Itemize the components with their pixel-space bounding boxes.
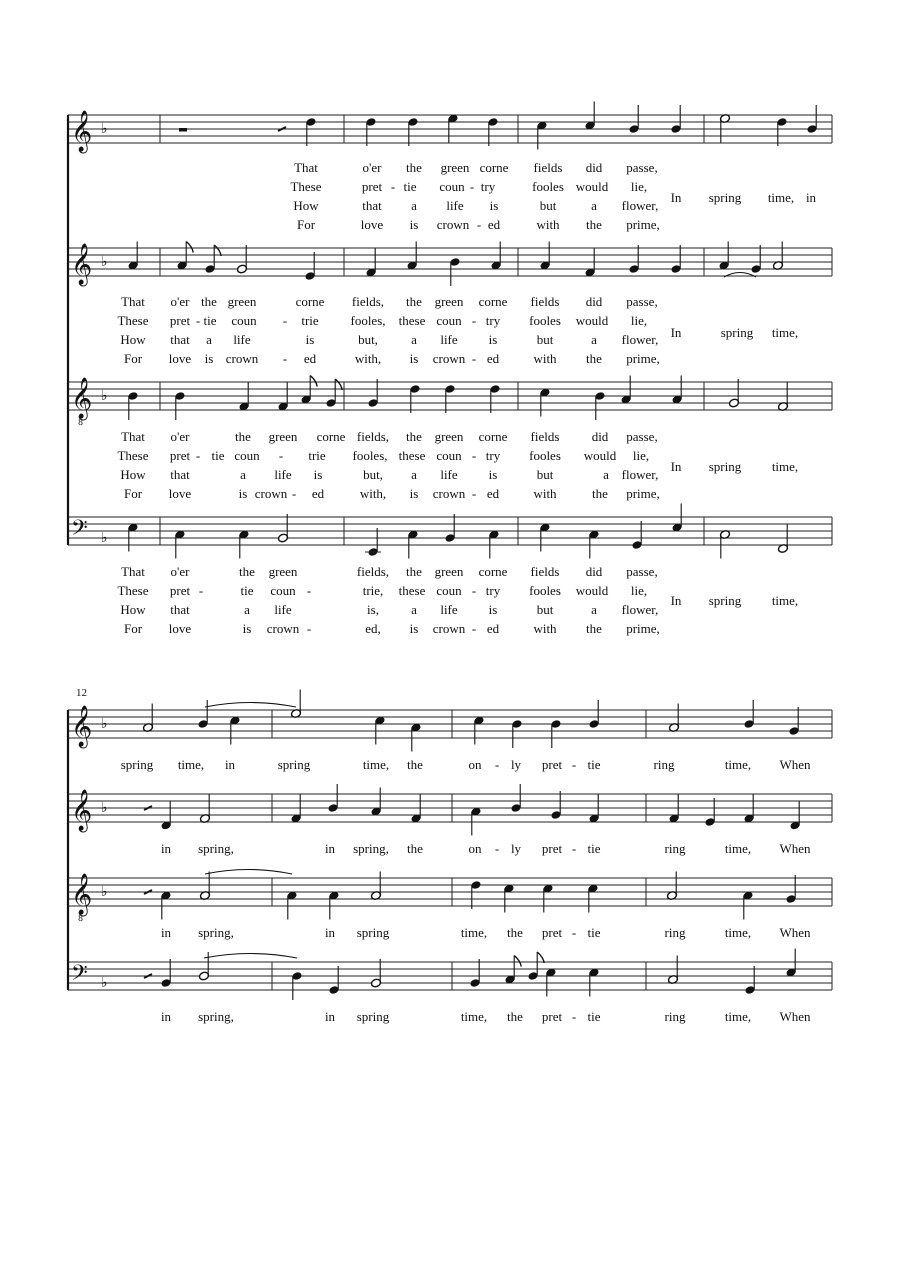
lyric-word: spring — [356, 925, 390, 940]
lyric-word: passe, — [626, 429, 658, 444]
lyric-word: corne — [295, 294, 325, 309]
lyric-word: but — [539, 198, 557, 213]
lyric-word: coun — [231, 313, 257, 328]
lyric-word: is — [305, 332, 315, 347]
lyric-word: coun — [436, 313, 462, 328]
lyric-word: life — [440, 332, 458, 347]
lyric-word: o'er — [170, 564, 190, 579]
lyric-word: That — [121, 294, 145, 309]
lyric-word: in — [160, 841, 172, 856]
lyric-word: time, — [724, 841, 752, 856]
lyric-word: did — [585, 294, 603, 309]
lyric-word: When — [779, 757, 811, 772]
lyric-word: the — [239, 564, 255, 579]
lyric-word: a — [411, 332, 417, 347]
key-signature-flat-icon: ♭ — [101, 388, 108, 404]
key-signature-flat-icon: ♭ — [101, 800, 108, 816]
lyric-word: coun — [439, 179, 465, 194]
lyric-word: fooles — [529, 313, 561, 328]
lyric-word: These — [117, 583, 149, 598]
lyric-word: fooles — [529, 583, 561, 598]
lyric-word: these — [398, 448, 426, 463]
lyric-word: ed — [303, 351, 317, 366]
lyric-word: passe, — [626, 160, 658, 175]
lyric-word: but — [536, 332, 554, 347]
lyric-word: that — [362, 198, 382, 213]
lyric-word: For — [123, 621, 143, 636]
lyric-word: prime, — [626, 351, 660, 366]
lyric-word: green — [227, 294, 257, 309]
lyric-word: in — [324, 841, 336, 856]
staff-system1-3 — [68, 376, 832, 428]
lyric-word: is — [488, 602, 498, 617]
lyric-word: coun — [436, 583, 462, 598]
staff-system1-1 — [68, 102, 832, 154]
lyric-word: pret — [361, 179, 383, 194]
lyric-word: ring — [653, 757, 675, 772]
lyric-word: ed — [486, 486, 500, 501]
lyric-word: a — [240, 467, 246, 482]
treble-clef-icon: 𝄞 — [71, 244, 93, 285]
lyric-word: tie — [403, 179, 417, 194]
lyric-word: a — [411, 467, 417, 482]
refrain-word: spring — [708, 459, 742, 474]
lyric-word: crown — [432, 351, 466, 366]
lyric-word: pret — [541, 925, 563, 940]
lyric-word: ly — [510, 757, 522, 772]
lyric-word: green — [434, 294, 464, 309]
staff-system2-4 — [68, 949, 832, 1001]
rest — [179, 128, 187, 132]
flag — [186, 242, 193, 253]
lyric-word: - — [571, 841, 577, 856]
lyric-word: When — [779, 841, 811, 856]
lyric-word: in — [224, 757, 236, 772]
lyric-word: fields, — [356, 564, 390, 579]
lyric-word: a — [591, 198, 597, 213]
lyric-word: crown — [436, 217, 470, 232]
lyric-word: lie, — [630, 313, 648, 328]
lyric-word: flower, — [621, 602, 659, 617]
lyric-word: - — [278, 448, 284, 463]
lyric-word: life — [446, 198, 464, 213]
lyric-word: but, — [358, 332, 378, 347]
music-notation — [68, 102, 832, 1001]
lyric-word: - — [471, 486, 477, 501]
lyric-word: corne — [316, 429, 346, 444]
lyric-word: - — [571, 925, 577, 940]
lyric-word: is — [238, 486, 248, 501]
lyric-word: fields — [533, 160, 563, 175]
lyric-word: is — [204, 351, 214, 366]
lyric-word: these — [398, 583, 426, 598]
lyric-word: spring, — [198, 1009, 234, 1024]
lyric-word: is — [409, 486, 419, 501]
measure-number: 12 — [76, 687, 87, 699]
lyric-word: with — [533, 486, 557, 501]
lyric-word: - — [282, 313, 288, 328]
lyric-word: That — [294, 160, 318, 175]
lyric-word: o'er — [170, 294, 190, 309]
lyric-word: When — [779, 1009, 811, 1024]
lyric-word: tie — [587, 925, 601, 940]
lyric-word: fooles, — [350, 313, 386, 328]
lyric-word: - — [195, 448, 201, 463]
lyric-word: the — [406, 160, 422, 175]
lyric-word: spring, — [198, 841, 234, 856]
lyric-word: tie — [587, 841, 601, 856]
lyric-word: How — [120, 467, 146, 482]
lyric-word: a — [591, 602, 597, 617]
lyric-word: try — [485, 448, 501, 463]
flag — [214, 245, 221, 256]
treble-clef-icon: 𝄞 — [71, 790, 93, 831]
lyric-word: time, — [724, 757, 752, 772]
lyric-word: - — [471, 448, 477, 463]
lyric-word: fooles — [532, 179, 564, 194]
lyric-word: crown — [254, 486, 288, 501]
octave-8-icon: 8 — [78, 914, 84, 923]
octave-8-icon: 8 — [78, 418, 84, 427]
lyric-word: that — [170, 467, 190, 482]
treble-clef-icon: 𝄞 — [71, 874, 93, 915]
lyric-word: time, — [362, 757, 390, 772]
lyric-word: the — [586, 351, 602, 366]
lyric-word: these — [398, 313, 426, 328]
lyric-word: green — [440, 160, 470, 175]
lyric-word: try — [480, 179, 496, 194]
lyric-word: For — [296, 217, 316, 232]
lyric-word: flower, — [621, 198, 659, 213]
lyric-word: tie — [203, 313, 217, 328]
lyric-word: ed, — [365, 621, 381, 636]
lyric-word: - — [571, 1009, 577, 1024]
lyric-word: passe, — [626, 294, 658, 309]
lyric-word: time, — [177, 757, 205, 772]
refrain-word: time, — [767, 190, 795, 205]
lyric-word: - — [469, 179, 475, 194]
lyric-word: green — [268, 429, 298, 444]
lyric-word: but, — [363, 467, 383, 482]
lyric-word: with, — [359, 486, 387, 501]
lyric-word: o'er — [170, 429, 190, 444]
lyric-word: on — [468, 841, 482, 856]
lyric-word: spring, — [198, 925, 234, 940]
lyric-word: the — [201, 294, 217, 309]
lyric-word: - — [306, 583, 312, 598]
lyric-word: spring — [120, 757, 154, 772]
lyric-word: life — [274, 602, 292, 617]
key-signature-flat-icon: ♭ — [101, 254, 108, 270]
lyric-word: crown — [266, 621, 300, 636]
lyric-word: - — [471, 313, 477, 328]
lyric-word: is, — [367, 602, 379, 617]
lyric-word: - — [571, 757, 577, 772]
refrain-word: time, — [771, 459, 799, 474]
lyric-word: try — [485, 583, 501, 598]
lyric-word: the — [507, 1009, 523, 1024]
lyric-word: trie — [308, 448, 326, 463]
lyric-word: the — [592, 486, 608, 501]
lyric-word: tie — [587, 1009, 601, 1024]
lyric-word: flower, — [621, 467, 659, 482]
staff-system2-1 — [68, 690, 832, 752]
lyric-word: How — [120, 602, 146, 617]
lyric-word: These — [117, 313, 149, 328]
lyric-word: with, — [354, 351, 382, 366]
lyric-word: trie, — [362, 583, 384, 598]
lyric-word: would — [575, 313, 609, 328]
lyric-word: - — [291, 486, 297, 501]
lyric-word: coun — [436, 448, 462, 463]
lyric-word: with — [533, 351, 557, 366]
lyric-word: How — [293, 198, 319, 213]
lyric-word: green — [434, 564, 464, 579]
lyric-word: the — [507, 925, 523, 940]
lyric-word: the — [407, 757, 423, 772]
key-signature-flat-icon: ♭ — [101, 121, 108, 137]
lyric-word: the — [406, 429, 422, 444]
refrain-word: time, — [771, 325, 799, 340]
lyric-word: trie — [301, 313, 319, 328]
lyric-word: ring — [664, 1009, 686, 1024]
lyric-word: green — [268, 564, 298, 579]
lyric-word: fields, — [356, 429, 390, 444]
lyric-word: a — [244, 602, 250, 617]
key-signature-flat-icon: ♭ — [101, 530, 108, 546]
refrain-word: In — [670, 325, 682, 340]
lyric-word: is — [488, 467, 498, 482]
lyric-word: That — [121, 429, 145, 444]
lyric-word: life — [440, 467, 458, 482]
lyric-word: ring — [664, 841, 686, 856]
lyric-word: fields, — [351, 294, 385, 309]
staff-system2-2 — [68, 784, 832, 836]
lyrics-layer — [117, 160, 816, 1024]
lyric-word: - — [198, 583, 204, 598]
lyric-word: in — [160, 1009, 172, 1024]
lyric-word: the — [407, 841, 423, 856]
lyric-word: life — [440, 602, 458, 617]
lyric-word: tie — [211, 448, 225, 463]
lyric-word: prime, — [626, 486, 660, 501]
lyric-word: tie — [240, 583, 254, 598]
lyric-word: the — [235, 429, 251, 444]
lyric-word: time, — [724, 1009, 752, 1024]
lyric-word: corne — [478, 429, 508, 444]
treble-clef-icon: 𝄞 — [71, 706, 93, 747]
lyric-word: but — [536, 602, 554, 617]
flag — [310, 376, 317, 387]
lyric-word: did — [585, 160, 603, 175]
flag — [537, 952, 544, 963]
lyric-word: a — [591, 332, 597, 347]
lyric-word: pret — [541, 1009, 563, 1024]
lyric-word: that — [170, 332, 190, 347]
lyric-word: love — [168, 621, 192, 636]
lyric-word: These — [290, 179, 322, 194]
lyric-word: corne — [478, 564, 508, 579]
lyric-word: the — [586, 621, 602, 636]
lyric-word: did — [591, 429, 609, 444]
lyric-word: corne — [478, 294, 508, 309]
lyric-word: pret — [169, 313, 191, 328]
lyric-word: ly — [510, 841, 522, 856]
lyric-word: in — [324, 925, 336, 940]
bass-clef-icon: 𝄢 — [71, 961, 88, 991]
lyric-word: For — [123, 351, 143, 366]
refrain-word: time, — [771, 593, 799, 608]
key-signature-flat-icon: ♭ — [101, 716, 108, 732]
tie — [204, 954, 297, 959]
lyric-word: - — [471, 583, 477, 598]
lyric-word: That — [121, 564, 145, 579]
lyric-word: is — [409, 621, 419, 636]
lyric-word: - — [306, 621, 312, 636]
refrain-word: In — [670, 190, 682, 205]
lyric-word: coun — [270, 583, 296, 598]
lyric-word: is — [488, 332, 498, 347]
lyric-word: - — [195, 313, 201, 328]
key-signature-flat-icon: ♭ — [101, 884, 108, 900]
lyric-word: spring, — [353, 841, 389, 856]
lyric-word: crown — [432, 621, 466, 636]
lyric-word: tie — [587, 757, 601, 772]
lyric-word: life — [233, 332, 251, 347]
lyric-word: would — [575, 583, 609, 598]
lyric-word: did — [585, 564, 603, 579]
lyric-word: corne — [479, 160, 509, 175]
lyric-word: on — [468, 757, 482, 772]
lyric-word: lie, — [632, 448, 650, 463]
bass-clef-icon: 𝄢 — [71, 516, 88, 546]
lyric-word: the — [406, 564, 422, 579]
lyric-word: a — [411, 602, 417, 617]
lyric-word: crown — [225, 351, 259, 366]
staff-system1-2 — [68, 242, 832, 287]
lyric-word: ed — [487, 217, 501, 232]
lyric-word: a — [603, 467, 609, 482]
lyric-word: would — [583, 448, 617, 463]
lyric-word: passe, — [626, 564, 658, 579]
lyric-word: in — [160, 925, 172, 940]
lyric-word: time, — [724, 925, 752, 940]
lyric-word: in — [324, 1009, 336, 1024]
lyric-word: time, — [460, 1009, 488, 1024]
lyric-word: pret — [169, 448, 191, 463]
lyric-word: fooles — [529, 448, 561, 463]
lyric-word: try — [485, 313, 501, 328]
lyric-word: pret — [169, 583, 191, 598]
lyric-word: is — [409, 217, 419, 232]
flag — [335, 379, 342, 390]
lyric-word: is — [242, 621, 252, 636]
treble-clef-icon: 𝄞 — [71, 111, 93, 152]
lyric-word: green — [434, 429, 464, 444]
lyric-word: the — [406, 294, 422, 309]
lyric-word: crown — [432, 486, 466, 501]
lyric-word: - — [494, 841, 500, 856]
lyric-word: These — [117, 448, 149, 463]
lyric-word: spring — [356, 1009, 390, 1024]
lyric-word: a — [206, 332, 212, 347]
lyric-word: prime, — [626, 621, 660, 636]
lyric-word: coun — [234, 448, 260, 463]
lyric-word: the — [586, 217, 602, 232]
lyric-word: How — [120, 332, 146, 347]
lyric-word: - — [471, 621, 477, 636]
lyric-word: o'er — [362, 160, 382, 175]
staff-system2-3 — [68, 872, 832, 924]
refrain-word: spring — [720, 325, 754, 340]
lyric-word: time, — [460, 925, 488, 940]
lyric-word: When — [779, 925, 811, 940]
lyric-word: - — [476, 217, 482, 232]
lyric-word: - — [282, 351, 288, 366]
lyric-word: - — [390, 179, 396, 194]
lyric-word: fooles, — [352, 448, 388, 463]
lyric-word: pret — [541, 841, 563, 856]
lyric-word: - — [471, 351, 477, 366]
lyric-word: fields — [530, 429, 560, 444]
lyric-word: fields — [530, 294, 560, 309]
lyric-word: - — [494, 757, 500, 772]
lyric-word: lie, — [630, 179, 648, 194]
key-signature-flat-icon: ♭ — [101, 975, 108, 991]
lyric-word: flower, — [621, 332, 659, 347]
lyric-word: ed — [486, 621, 500, 636]
lyric-word: that — [170, 602, 190, 617]
lyric-word: love — [360, 217, 384, 232]
lyric-word: is — [489, 198, 499, 213]
lyric-word: life — [274, 467, 292, 482]
lyric-word: ed — [486, 351, 500, 366]
lyric-word: fields — [530, 564, 560, 579]
lyric-word: For — [123, 486, 143, 501]
lyric-word: prime, — [626, 217, 660, 232]
refrain-word: In — [670, 593, 682, 608]
lyric-word: pret — [541, 757, 563, 772]
refrain-word: spring — [708, 190, 742, 205]
lyric-word: love — [168, 486, 192, 501]
lyric-word: spring — [277, 757, 311, 772]
staff-system1-4 — [68, 504, 832, 559]
lyric-word: lie, — [630, 583, 648, 598]
lyric-word: with — [533, 621, 557, 636]
lyric-word: is — [409, 351, 419, 366]
tie — [205, 870, 292, 875]
refrain-word: In — [670, 459, 682, 474]
lyric-word: ed — [311, 486, 325, 501]
lyric-word: a — [411, 198, 417, 213]
treble-clef-icon: 𝄞 — [71, 378, 93, 419]
lyric-word: would — [575, 179, 609, 194]
lyric-word: love — [168, 351, 192, 366]
tie — [205, 703, 296, 708]
flag — [514, 956, 521, 967]
lyric-word: but — [536, 467, 554, 482]
refrain-word: spring — [708, 593, 742, 608]
refrain-word: in — [805, 190, 817, 205]
lyric-word: with — [536, 217, 560, 232]
lyric-word: ring — [664, 925, 686, 940]
lyric-word: is — [313, 467, 323, 482]
